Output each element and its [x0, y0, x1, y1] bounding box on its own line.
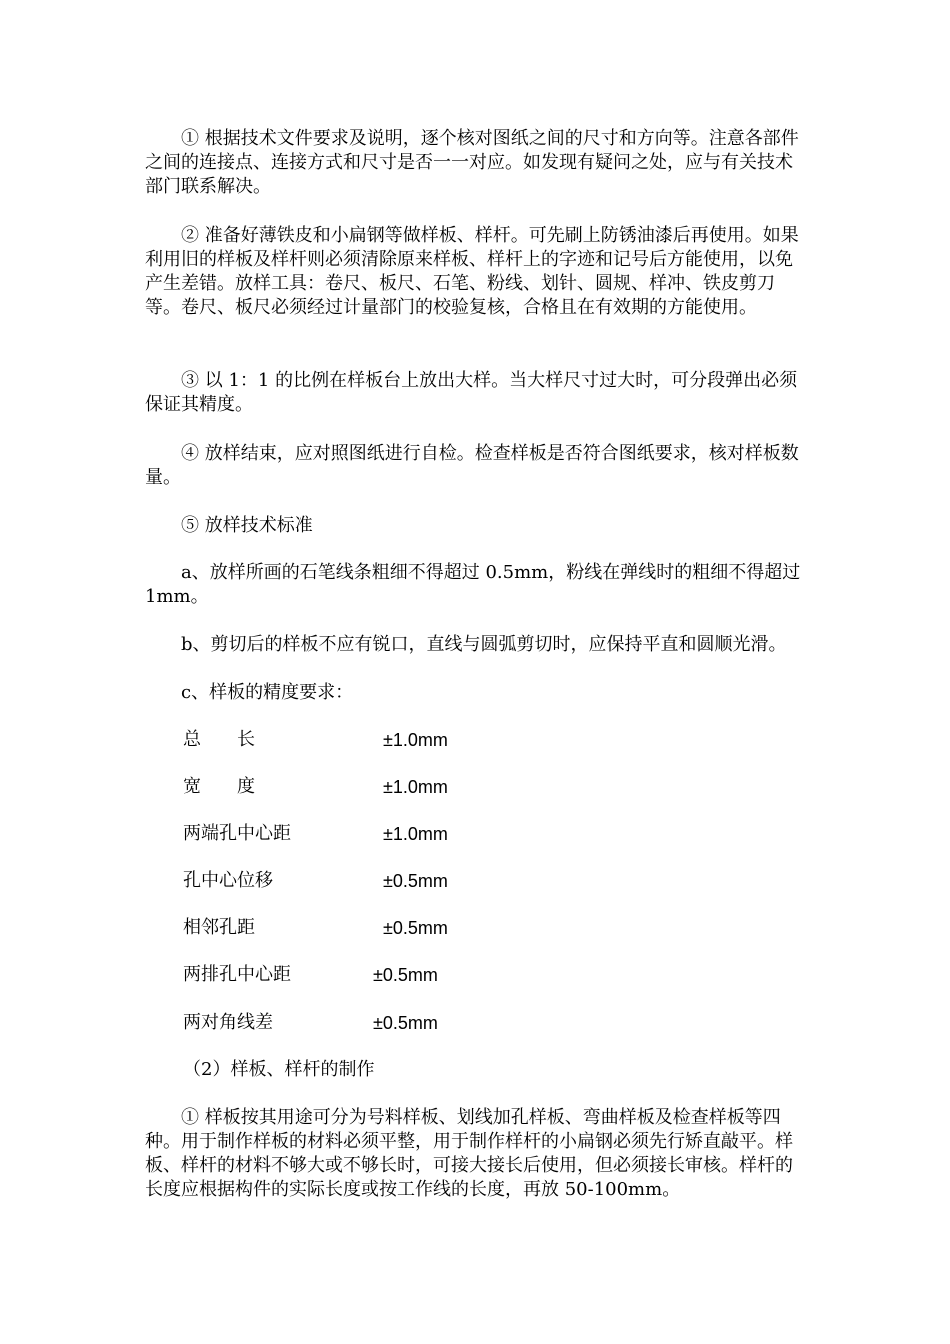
tolerance-value: ±0.5mm: [383, 918, 448, 938]
tolerance-label: 两端孔中心距: [183, 823, 291, 844]
paragraph-2: ② 准备好薄铁皮和小扁钢等做样板、样杆。可先刷上防锈油漆后再使用。如果利用旧的样板及样杆则必须清除原来样板、样杆上的字迹和记号后方能使用，以免产生差错。放样工具：卷尺、板尺、石笔、粉线、划针、圆规、样冲、铁皮剪刀等。卷尺、板尺必须经过计量部门的校验复核，合格且在有效期的方能使用。: [145, 225, 799, 318]
paragraph-5: ⑤ 放样技术标准: [181, 515, 313, 536]
section-heading: （2）样板、样杆的制作: [183, 1059, 375, 1080]
tolerance-value: ±0.5mm: [383, 871, 448, 891]
tolerance-value: ±1.0mm: [383, 824, 448, 844]
tolerance-value: ±0.5mm: [373, 1013, 438, 1033]
tolerance-value: ±1.0mm: [383, 730, 448, 750]
paragraph-3: ③ 以 1：1 的比例在样板台上放出大样。当大样尺寸过大时，可分段弹出必须保证其精度。: [145, 370, 798, 415]
tolerance-label: 宽 度: [183, 776, 255, 797]
paragraph-9: ① 样板按其用途可分为号料样板、划线加孔样板、弯曲样板及检查样板等四种。用于制作样板的材料必须平整，用于制作样杆的小扁钢必须先行矫直敲平。样板、样杆的材料不够大或不够长时，可接大接长后使用，但必须接长审核。样杆的长度应根据构件的实际长度或按工作线的长度，再放 50-100mm。: [145, 1107, 793, 1200]
paragraph-8: c、样板的精度要求：: [181, 682, 354, 703]
tolerance-label: 两对角线差: [183, 1012, 273, 1033]
tolerance-value: ±1.0mm: [383, 777, 448, 797]
paragraph-1: ① 根据技术文件要求及说明，逐个核对图纸之间的尺寸和方向等。注意各部件之间的连接点、连接方式和尺寸是否一一对应。如发现有疑问之处，应与有关技术部门联系解决。: [145, 128, 799, 197]
tolerance-label: 两排孔中心距: [183, 964, 291, 985]
paragraph-7: b、剪切后的样板不应有锐口，直线与圆弧剪切时，应保持平直和圆顺光滑。: [181, 634, 787, 655]
paragraph-6: a、放样所画的石笔线条粗细不得超过 0.5mm，粉线在弹线时的粗细不得超过 1mm。: [145, 562, 801, 607]
tolerance-label: 相邻孔距: [183, 917, 255, 938]
paragraph-4: ④ 放样结束，应对照图纸进行自检。检查样板是否符合图纸要求，核对样板数量。: [145, 443, 799, 488]
tolerance-value: ±0.5mm: [373, 965, 438, 985]
tolerance-label: 总 长: [183, 729, 255, 750]
tolerance-label: 孔中心位移: [183, 870, 273, 891]
